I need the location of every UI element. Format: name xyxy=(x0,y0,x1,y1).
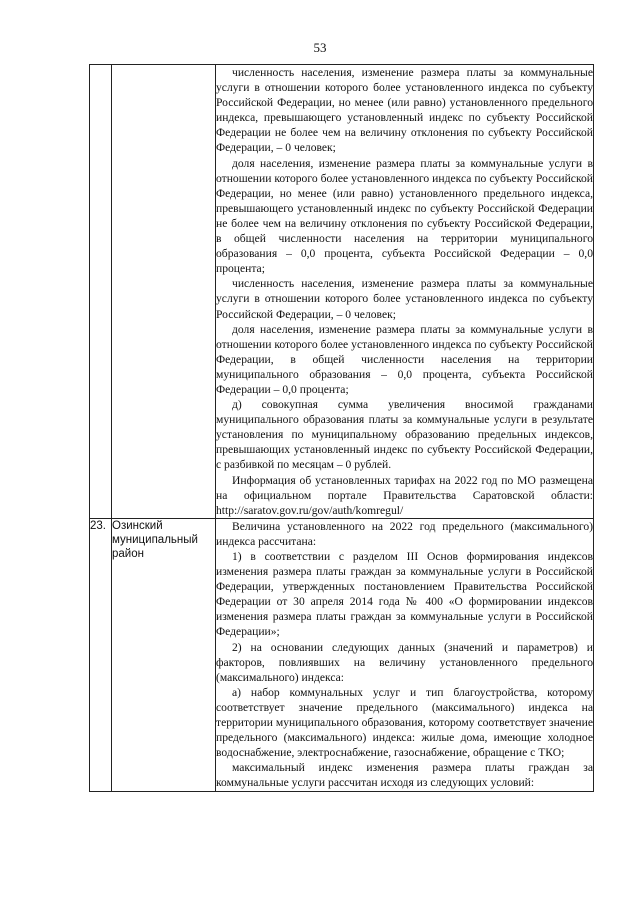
description-cell xyxy=(216,65,594,519)
municipality-name-cell xyxy=(112,65,216,519)
paragraph: доля населения, изменение размера платы за коммунальные услуги в отношении которого более установленного индекса по субъекту Российской Федерации, в общей численности населения на территории муниципального образования – 0,0 процента, субъекта Российской Федерации – 0,0 процента; xyxy=(216,322,593,396)
paragraph: Информация об установленных тарифах на 2022 год по МО размещена на официальном портале Правительства Саратовской области: http://saratov.gov.ru/gov/auth/komregul/ xyxy=(216,473,593,517)
paragraph: а) набор коммунальных услуг и тип благоустройства, которому соответствует значение предельного (максимального) индекса на территории муниципального образования, которому соответствует значение предельного (максимального) индекса: жилые дома, имеющие холодное водоснабжение, электроснабжение, газоснабжение, обращение с ТКО; xyxy=(216,685,593,760)
document-table xyxy=(89,64,594,792)
paragraph: 2) на основании следующих данных (значений и параметров) и факторов, повлиявших на величину установленного предельного (максимального) индекса: xyxy=(216,640,593,684)
paragraph: максимальный индекс изменения размера платы граждан за коммунальные услуги рассчитан исходя из следующих условий: xyxy=(216,761,593,790)
paragraph: Величина установленного на 2022 год предельного (максимального) индекса рассчитана: xyxy=(216,519,593,548)
row-number-cell: 23. xyxy=(90,518,112,791)
paragraph: численность населения, изменение размера платы за коммунальные услуги в отношении которого более установленного индекса по субъекту Российской Федерации, – 0 человек; xyxy=(216,277,593,321)
row-number-cell xyxy=(90,65,112,519)
description-cell xyxy=(216,518,594,791)
paragraph: 1) в соответствии с разделом III Основ формирования индексов изменения размера платы граждан за коммунальные услуги в Российской Федерации, утвержденных постановлением Правительства Российской Федерации от 30 апреля 2014 года № 400 «О формировании индексов изменения размера платы граждан за коммунальные услуги в Российской Федерации»; xyxy=(216,550,593,639)
paragraph: численность населения, изменение размера платы за коммунальные услуги в отношении которого более установленного индекса по субъекту Российской Федерации, но менее (или равно) установленного предельного индекса, превышающего установленный индекс по субъекту Российской Федерации не более чем на величину отклонения по субъекту Российской Федерации, – 0 человек; xyxy=(216,66,593,155)
table-row xyxy=(90,518,594,791)
page-number: 53 xyxy=(313,40,327,55)
paragraph: доля населения, изменение размера платы за коммунальные услуги в отношении которого более установленного индекса по субъекту Российской Федерации, но менее (или равно) установленного предельного индекса, превышающего установленный индекс по субъекту Российской Федерации не более чем на величину отклонения по субъекту Российской Федерации, в общей численности населения на территории муниципального образования – 0,0 процента, субъекта Российской Федерации – 0,0 процента; xyxy=(216,156,593,276)
municipality-name-cell: Озинский муниципальный район xyxy=(112,518,216,791)
paragraph: д) совокупная сумма увеличения вносимой гражданами муниципального образования платы за коммунальные услуги в результате установления по муниципальному образованию предельных индексов, превышающих установленный индекс по субъекту Российской Федерации, с разбивкой по месяцам – 0 рублей. xyxy=(216,398,593,472)
table-row xyxy=(90,65,594,519)
